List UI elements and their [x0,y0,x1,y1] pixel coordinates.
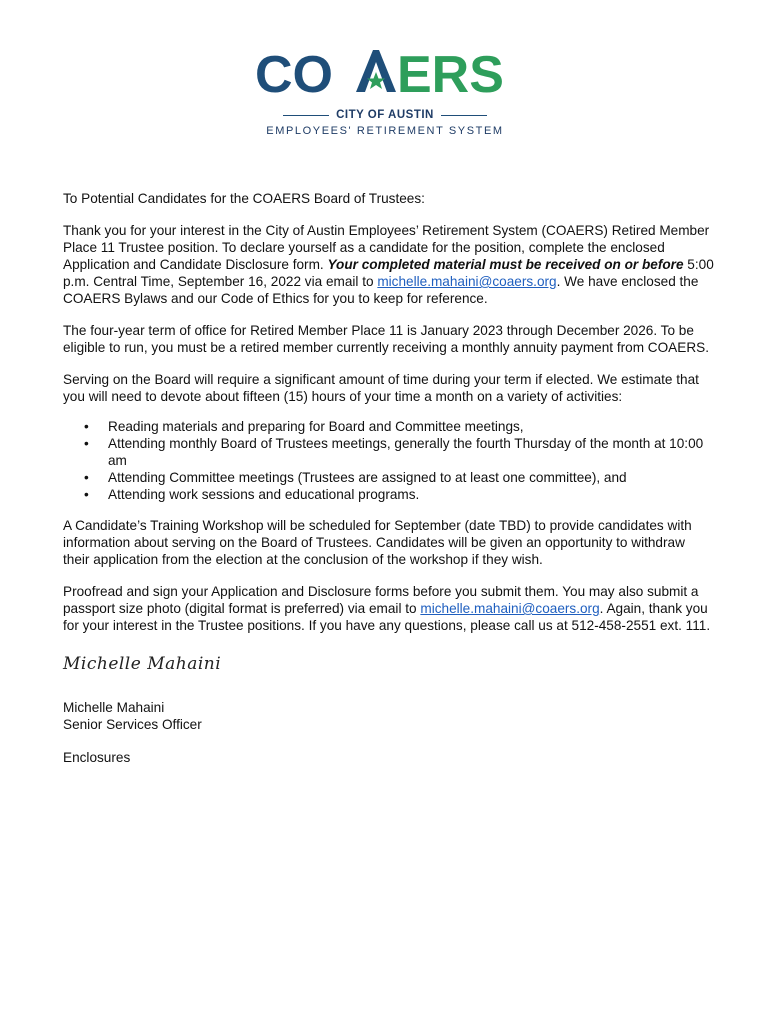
intro-text: Thank you for your interest in the City of Austin Employees’ Retirement System (COAERS) Retired Member Place 11 Trustee position. To declare yourself as a candidate for the position, complete the enclosed Application and Candidate Disclosure form. [63,223,710,272]
paragraph-commitment: Serving on the Board will require a significant amount of time during your term if elected. We estimate that you will need to devote about fifteen (15) hours of your time a month on a variety of activities: [63,372,699,404]
logo-rule-left [283,115,329,116]
logo-a-star [356,50,396,92]
activities-list [63,418,715,503]
logo-text-co: CO [255,46,333,100]
contact-text: . Again, thank you for your interest in the Trustee positions. If you have any questions, please call us at 512-458-2551 ext. 111. [63,601,711,633]
salutation: To Potential Candidates for the COAERS Board of Trustees: [63,191,425,206]
letter-body [63,190,715,766]
list-item: • Attending monthly Board of Trustees meetings, generally the fourth Thursday of the month at 10:00 am [108,435,715,469]
logo-system: EMPLOYEES' RETIREMENT SYSTEM [266,125,504,137]
coaers-logo-mark [255,44,515,100]
email-link-2[interactable]: michelle.mahaini@coaers.org [420,601,600,616]
email-link[interactable]: michelle.mahaini@coaers.org [377,274,557,289]
logo-rule-right [441,115,487,116]
signer-name: Michelle Mahaini [63,700,165,715]
paragraph-term: The four-year term of office for Retired Member Place 11 is January 2023 through December 2026. To be eligible to run, you must be a retired member currently receiving a monthly annuity payment from COAERS. [63,323,709,355]
logo-city-row [0,109,770,121]
logo-text-ers: ERS [397,46,504,100]
list-item: • Attending work sessions and educational programs. [108,486,715,503]
deadline-emphasis: Your completed material must be received on or before [327,257,684,272]
logo-city: CITY OF AUSTIN [336,109,434,121]
coaers-logo [0,44,770,137]
deadline-text: 5:00 p.m. Central Time, September 16, 2022 via email to [63,257,714,289]
paragraph-intro [63,222,715,307]
signer-block [63,699,715,733]
submit-text: Proofread and sign your Application and Disclosure forms before you submit them. You may also submit a passport size photo (digital format is preferred) via email to [63,584,699,616]
list-item: • Attending Committee meetings (Trustees are assigned to at least one committee), and [108,469,715,486]
enclosed-text: . We have enclosed the COAERS Bylaws and our Code of Ethics for you to keep for reference. [63,274,699,306]
signer-title: Senior Services Officer [63,717,202,732]
signature: Michelle Mahaini [63,654,222,674]
list-item: • Reading materials and preparing for Board and Committee meetings, [108,418,715,435]
enclosures: Enclosures [63,750,131,765]
paragraph-workshop: A Candidate’s Training Workshop will be scheduled for September (date TBD) to provide candidates with information about serving on the Board of Trustees. Candidates will be given an opportunity to withdraw their application from the election at the conclusion of the workshop if they wish. [63,518,692,567]
paragraph-submit [63,583,715,634]
